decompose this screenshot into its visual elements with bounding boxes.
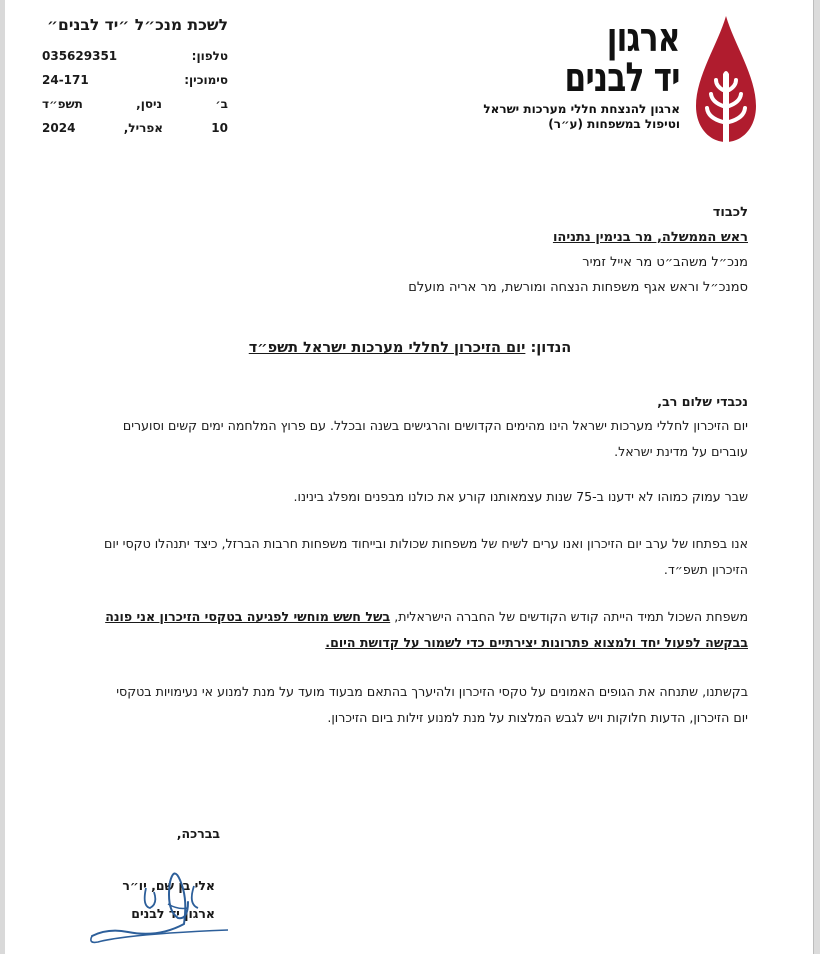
logo-text xyxy=(483,15,680,132)
office-title: לשכת מנכ״ל ״יד לבנים״ xyxy=(47,16,228,34)
addressee-block xyxy=(408,200,748,300)
paragraph-3 xyxy=(100,531,748,583)
letter-page xyxy=(5,0,813,954)
gregorian-date-day: 10 xyxy=(211,121,228,135)
hebrew-date-year: תשפ״ד xyxy=(42,97,83,111)
page-edge-right xyxy=(813,0,820,954)
paragraph-1 xyxy=(100,413,748,465)
phone-label: טלפון: xyxy=(191,49,228,63)
paragraph-4-plain: משפחת השכול תמיד הייתה קודש הקודשים של החברה הישראלית, xyxy=(390,609,748,624)
subject-line xyxy=(0,340,820,356)
logo-subtitle-2: וטיפול במשפחות (ע״ר) xyxy=(548,117,680,131)
logo-line2: יד לבנים xyxy=(564,55,680,101)
primary-addressee: ראש הממשלה, מר בנימין נתניהו xyxy=(552,230,748,245)
reference-label: סימוכין: xyxy=(184,73,228,87)
addressee-3: סמנכ״ל וראש אגף משפחות הנצחה ומורשת, מר אריה מועלם xyxy=(408,280,748,295)
signer-organization: ארגון יד לבנים xyxy=(131,906,215,921)
gregorian-date-row xyxy=(42,116,228,140)
closing-blessing: בברכה, xyxy=(176,826,220,841)
paragraph-2-text: שבר עמוק כמוהו לא ידענו ב-75 שנות עצמאותנו קורע את כולנו מבפנים ומפלג בינינו. xyxy=(293,489,748,504)
reference-value: 24-171 xyxy=(42,73,89,87)
subject-text: יום הזיכרון לחללי מערכות ישראל תשפ״ד xyxy=(248,340,526,356)
paragraph-2 xyxy=(100,484,748,510)
paragraph-3-text: אנו בפתחו של ערב יום הזיכרון ואנו ערים לשיח של משפחות שכולות ובייחוד משפחות חרבות הברזל, כיצד יתנהלו טקסי יום הזיכרון תשפ״ד. xyxy=(104,536,748,577)
gregorian-date-year: 2024 xyxy=(42,121,76,135)
addressee-2: מנכ״ל משהב״ט מר אייל זמיר xyxy=(582,255,748,270)
paragraph-4 xyxy=(100,604,748,656)
greeting-text: נכבדי שלום רב, xyxy=(657,394,748,409)
hebrew-date-day: ב׳ xyxy=(215,97,228,111)
phone-value: 035629351 xyxy=(42,49,118,63)
hebrew-date-row xyxy=(42,92,228,116)
paragraph-1-text: יום הזיכרון לחללי מערכות ישראל הינו מהימים הקדושים והרגישים בשנה ובכלל. עם פרוץ המלחמה ימים קשים וסוערים עוברים על מדינת ישראל. xyxy=(122,418,748,459)
paragraph-4-emphasis: בשל חשש מוחשי לפגיעה בטקסי הזיכרון אני פונה בבקשה לפעול יחד ולמצוא פתרונות יצירתיים כדי לשמור על קדושת היום. xyxy=(105,609,748,650)
office-info-block xyxy=(42,14,228,140)
greeting xyxy=(100,389,748,415)
hebrew-date-month: ניסן, xyxy=(136,97,162,111)
paragraph-4-text xyxy=(100,604,748,656)
paragraph-5-text: בקשתנו, שתנחה את הגופים האמונים על טקסי הזיכרון ולהיערך בהתאם מבעוד מועד על מנת למנוע אי נעימויות בטקסי יום הזיכרון, הדעות חלוקות ויש לגבש המלצות על מנת למנוע זילות ביום הזיכרון. xyxy=(116,684,748,725)
logo-subtitle-1: ארגון להנצחת חללי מערכות ישראל xyxy=(483,102,680,116)
tree-in-drop-icon xyxy=(694,14,758,144)
subject-label: הנדון: xyxy=(530,340,572,356)
salutation: לכבוד xyxy=(712,205,748,220)
signer-name: אלי בן שם, יו״ר xyxy=(122,878,215,893)
paragraph-5 xyxy=(100,679,748,731)
handwritten-signature xyxy=(88,858,238,948)
reference-row xyxy=(42,68,228,92)
organization-logo xyxy=(483,12,762,142)
logo-line1: ארגון xyxy=(607,15,680,61)
gregorian-date-month: אפריל, xyxy=(123,121,163,135)
phone-row xyxy=(42,44,228,68)
